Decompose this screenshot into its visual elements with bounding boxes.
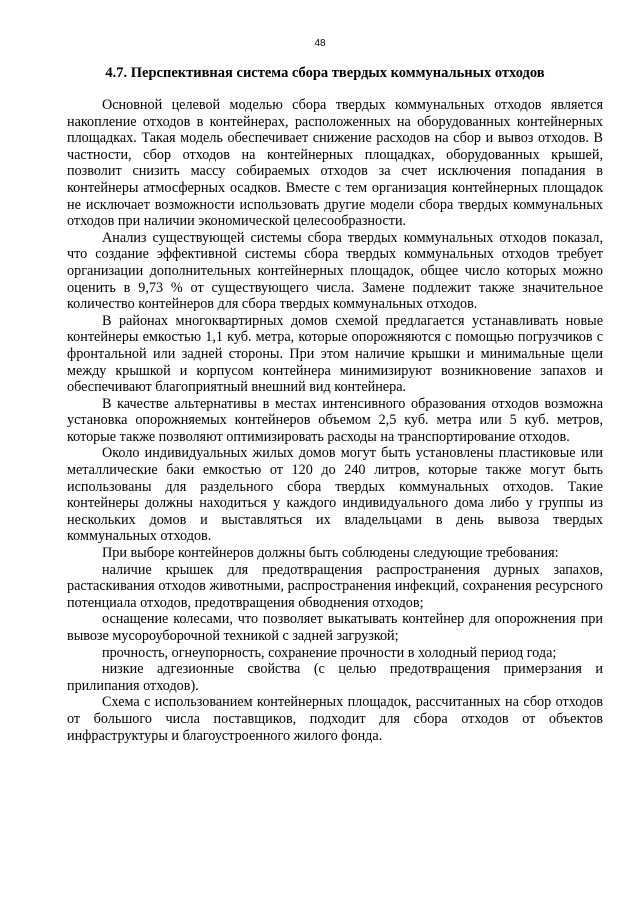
paragraph: Анализ существующей системы сбора твердых коммунальных отходов показал, что создание эффективной системы сбора твердых коммунальных отходов требует организации дополнительных контейнерных площадок, общее число которых можно оценить в 9,73 % от существующего числа. Замене подлежит также значительное количество контейнеров для сбора твердых коммунальных отходов. <box>67 229 603 313</box>
paragraph: Основной целевой моделью сбора твердых коммунальных отходов является накопление отходов в контейнерах, расположенных на оборудованных контейнерных площадках. Такая модель обеспечивает снижение расходов на сбор и вывоз отходов. В частности, сбор отходов на контейнерных площадках, оборудованных крышей, позволит снизить массу собираемых отходов за счет исключения попадания в контейнеры атмосферных осадков. Вместе с тем организация контейнерных площадок не исключает возможности использовать другие модели сбора твердых коммунальных отходов при наличии экономической целесообразности. <box>67 97 603 230</box>
paragraph: В качестве альтернативы в местах интенсивного образования отходов возможна установка опорожняемых контейнеров объемом 2,5 куб. метра или 5 куб. метров, которые также позволяют оптимизировать расходы на транспортирование отходов. <box>67 395 603 445</box>
paragraph: Схема с использованием контейнерных площадок, рассчитанных на сбор отходов от большого числа поставщиков, подходит для сбора отходов от объектов инфраструктуры и благоустроенного жилого фонда. <box>67 694 603 744</box>
body-text <box>67 97 603 744</box>
paragraph: Около индивидуальных жилых домов могут быть установлены пластиковые или металлические баки емкостью от 120 до 240 литров, которые также могут быть использованы для раздельного сбора твердых коммунальных отходов. Такие контейнеры должны находиться у каждого индивидуального дома либо у группы из нескольких домов и выставляться их владельцами в день вывоза твердых коммунальных отходов. <box>67 445 603 545</box>
requirement-item: оснащение колесами, что позволяет выкатывать контейнер для опорожнения при вывозе мусороуборочной техникой с задней загрузкой; <box>67 611 603 644</box>
paragraph: При выборе контейнеров должны быть соблюдены следующие требования: <box>102 545 559 562</box>
page-number: 48 <box>314 38 326 49</box>
requirement-item: наличие крышек для предотвращения распространения дурных запахов, растаскивания отходов животными, распространения инфекций, сохранения ресурсного потенциала отходов, предотвращения обводнения отходов; <box>67 561 603 611</box>
requirement-item: низкие адгезионные свойства (с целью предотвращения примерзания и прилипания отходов). <box>67 661 603 694</box>
section-title: 4.7. Перспективная система сбора твердых коммунальных отходов <box>105 65 545 81</box>
paragraph: В районах многоквартирных домов схемой предлагается устанавливать новые контейнеры емкостью 1,1 куб. метра, которые опорожняются с помощью погрузчиков с фронтальной или задней стороны. При этом наличие крышки и минимальные щели между крышкой и корпусом контейнера минимизируют возникновение запахов и обеспечивают благоприятный внешний вид контейнера. <box>67 312 603 396</box>
requirement-item: прочность, огнеупорность, сохранение прочности в холодный период года; <box>102 644 557 661</box>
